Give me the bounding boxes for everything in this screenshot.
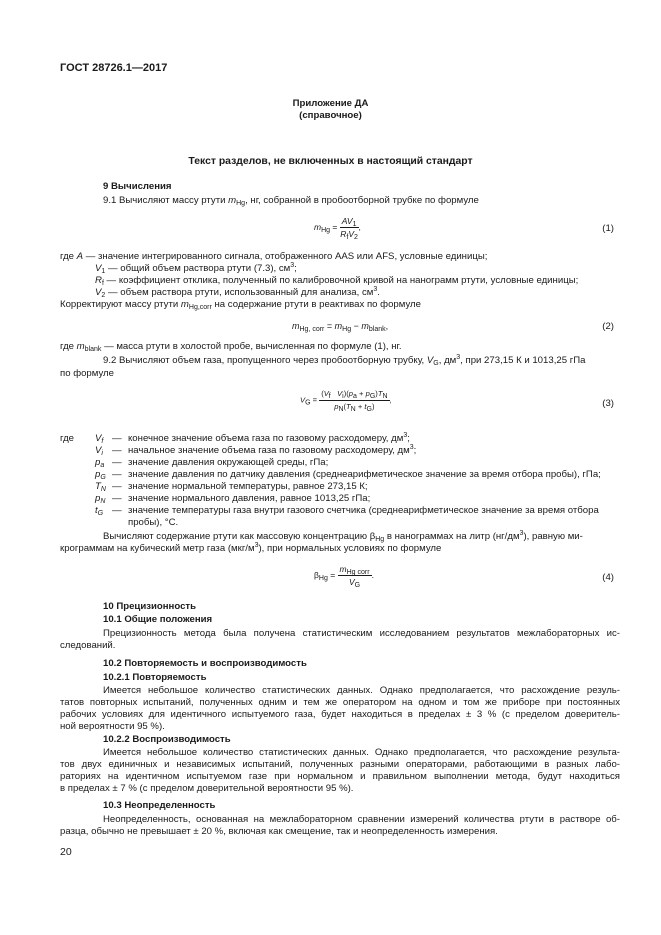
para-10-2-1-line: рабочих условиях для идентичного испытуемого газа, будет находиться в пределах ± 3 % (с пределом доверитель-: [60, 709, 620, 720]
list-dash: —: [112, 505, 122, 516]
conc-line-2: крограммам на кубический метр газа $(мкг/м^3)$, при нормальных условиях по формуле: [60, 542, 442, 554]
para-10-1-line1: Прецизионность метода была получена статистическим исследованием результатов межлабораторных ис-: [103, 628, 620, 639]
list-text: конечное значение объема газа по газовому расходомеру, $дм^3$;: [128, 432, 410, 444]
para-9-2-cont: по формуле: [60, 368, 114, 379]
list-dash: —: [112, 493, 122, 504]
section-10-2-1-heading: 10.2.1 Повторяемость: [103, 672, 207, 683]
para-10-1-line2: следований.: [60, 640, 116, 651]
appendix-title: Приложение ДА: [292, 98, 369, 109]
equation-4-number: (4): [602, 572, 614, 583]
list-text: значение нормальной температуры, равное 273,15 К;: [128, 481, 368, 492]
list-continuation: пробы), °С.: [128, 517, 179, 528]
appendix-subtitle: (справочное): [299, 110, 362, 121]
para-10-3-line: Неопределенность, основанная на межлабораторном сравнении измерений количества ртути в растворе об-: [103, 814, 620, 825]
list-text: значение давления по датчику давления (среднеарифметическое значение за время отбора пробы), гПа;: [128, 469, 601, 480]
where-rf: $R_f$ — коэффициент отклика, полученный по калибровочной кривой на нанограмм ртути, условные единицы;: [95, 275, 579, 287]
where-a: где A — значение интегрированного сигнала, отображенного AAS или AFS, условные единицы;: [60, 251, 488, 262]
section-10-2-heading: 10.2 Повторяемость и воспроизводимость: [103, 658, 307, 669]
para-10-2-2-line: раториях на идентичном испытуемом газе при нормальном и правильном выполнении метода, будут находиться: [60, 771, 620, 782]
where-v1: $V_1$ — общий объем раствора ртути (7.3), $см^3$;: [95, 262, 297, 275]
list-dash: —: [112, 445, 122, 456]
para-10-2-2-line: тов двух единичных и независимых испытаний, полученных разными операторами, работающими в разных лабо-: [60, 759, 620, 770]
equation-2-number: (2): [602, 321, 614, 332]
where-v2: $V_2$ — объем раствора ртути, использованный для анализа, $см^3$.: [95, 286, 380, 299]
section-10-1-heading: 10.1 Общие положения: [103, 614, 213, 625]
para-10-3-line: разца, обычно не превышает ± 20 %, включая как смещение, так и неопределенность измерения.: [60, 826, 498, 837]
list-text: начальное значение объема газа по газовому расходомеру, $дм^3$;: [128, 444, 417, 456]
para-10-2-1-line: татов повторных испытаний, полученных одним и тем же оператором на одном и том же приборе при постоянных: [60, 697, 620, 708]
equation-3: $V_G$ = $\frac{(V_f V_i)(p_a + p_G)T_N}{p_N(T_N + t_G)}$ ,: [300, 389, 392, 413]
equation-2: $m_{Hg, corr} = m_{Hg} - m_{blank}$,: [292, 321, 389, 333]
equation-1: $m_{Hg}$ = $\frac{AV_1}{R_fV_2}$ ,: [314, 216, 361, 241]
list-text: значение нормального давления, равное 1013,25 гПа;: [128, 493, 371, 504]
list-symbol: $T_N$: [95, 481, 106, 493]
list-text: значение давления окружающей среды, гПа;: [128, 457, 329, 468]
para-10-2-2-line: Имеется небольшое количество статистических данных. Однако предполагается, что расхождение результа-: [103, 747, 620, 758]
list-symbol: $p_N$: [95, 493, 106, 505]
para-10-2-2-line: в пределах ± 7 % (с пределом доверительной вероятности 95 %).: [60, 783, 354, 794]
equation-3-number: (3): [602, 398, 614, 409]
page-number: 20: [60, 846, 72, 858]
para-10-2-1-line: Имеется небольшое количество статистических данных. Однако предполагается, что расхождение резуль-: [103, 685, 620, 696]
list-where: где: [60, 433, 75, 444]
list-symbol: $V_i$: [95, 445, 103, 457]
list-symbol: $p_G$: [95, 469, 106, 481]
correct-text: Корректируют массу ртути $m_{Hg,corr}$ на содержание ртути в реактивах по формуле: [60, 299, 421, 311]
list-dash: —: [112, 469, 122, 480]
conc-line-1: Вычисляют содержание ртути как массовую концентрацию $\beta_{Hg}$ в нанограммах на литр $(нг/дм^3)$, равную ми-: [103, 530, 583, 543]
section-9-heading: 9 Вычисления: [103, 181, 172, 192]
section-10-3-heading: 10.3 Неопределенность: [103, 800, 216, 811]
para-9-1: 9.1 Вычисляют массу ртути $m_{Hg}$, нг, собранной в пробоотборной трубке по формуле: [103, 195, 479, 207]
section-10-2-2-heading: 10.2.2 Воспроизводимость: [103, 734, 231, 745]
equation-4: $\beta_{Hg}$ = $\frac{m_{Hg corr}}{V_G}$ .: [314, 564, 374, 589]
equation-1-number: (1): [602, 223, 614, 234]
list-symbol: $t_G$: [95, 505, 104, 517]
document-header: ГОСТ 28726.1—2017: [60, 62, 168, 74]
section-10-heading: 10 Прецизионность: [103, 601, 197, 612]
list-dash: —: [112, 457, 122, 468]
section-title: Текст разделов, не включенных в настоящий стандарт: [188, 156, 473, 167]
blank-text: где $m_{blank}$ — масса ртути в холостой пробе, вычисленная по формуле (1), нг.: [60, 341, 402, 353]
list-symbol: $V_f$: [95, 433, 104, 445]
list-symbol: $p_a$: [95, 457, 105, 469]
list-dash: —: [112, 433, 122, 444]
list-dash: —: [112, 481, 122, 492]
para-9-2: 9.2 Вычисляют объем газа, пропущенного через пробоотборную трубку, $V_G$, $дм^3$, при 273,15 К и 1013,25 гПа: [103, 354, 586, 367]
para-10-2-1-line: ной вероятности 95 %).: [60, 721, 165, 732]
list-text: значение температуры газа внутри газового счетчика (среднеарифметическое значение за время отбора: [128, 505, 599, 516]
